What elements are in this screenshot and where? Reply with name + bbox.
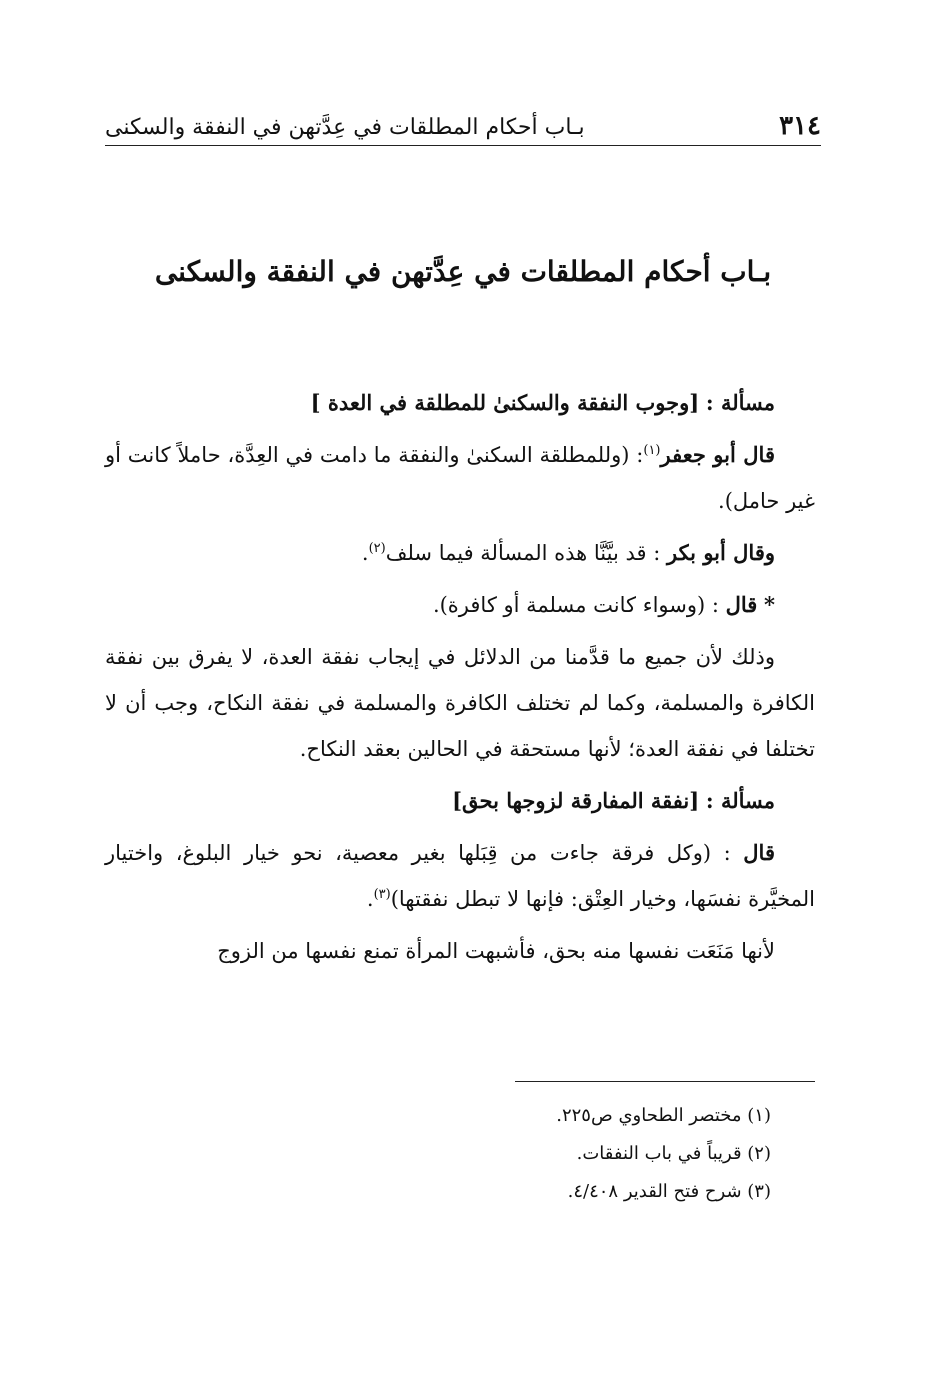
footnote-1: (١) مختصر الطحاوي ص٢٢٥. [556, 1105, 771, 1126]
speaker: قال أبو جعفر [660, 442, 775, 467]
issue-label: مسألة : [705, 788, 775, 813]
footnote-3: (٣) شرح فتح القدير ٤/٤٠٨. [567, 1181, 771, 1202]
footnote-2: (٢) قريباً في باب النفقات. [576, 1143, 771, 1164]
issue-title: [وجوب النفقة والسكنىٰ للمطلقة في العدة ] [310, 390, 700, 415]
paragraph-text: : (وللمطلقة السكنىٰ والنفقة ما دامت في العِدَّة، حاملاً كانت أو غير حامل). [105, 443, 815, 513]
paragraph-2 [105, 530, 815, 576]
star-marker: * [764, 592, 775, 617]
footnote-ref-3[interactable]: (٣) [373, 887, 391, 902]
running-header [105, 106, 821, 146]
paragraph-end: . [366, 887, 374, 911]
speaker: وقال أبو بكر [666, 540, 775, 565]
speaker: قال [743, 840, 775, 865]
paragraph-text: : (وسواء كانت مسلمة أو كافرة). [432, 593, 726, 617]
issue-label: مسألة : [705, 390, 775, 415]
paragraph-1 [105, 432, 815, 524]
chapter-title: بـاب أحكام المطلقات في عِدَّتهن في النفقة والسكنى [154, 255, 772, 288]
issue-heading-1 [105, 380, 815, 426]
issue-heading-2 [105, 778, 815, 824]
paragraph-text: : (وكل فرقة جاءت من قِبَلها بغير معصية، نحو خيار البلوغ، واختيار المخيَّرة نفسَها، وخيار العِتْق: فإنها لا تبطل نفقتها) [105, 841, 815, 911]
paragraph-end: . [361, 541, 369, 565]
paragraph-3 [105, 582, 815, 628]
paragraph-4: وذلك لأن جميع ما قدَّمنا من الدلائل في إيجاب نفقة العدة، لا يفرق بين نفقة الكافرة والمسلمة، وكما لم تختلف الكافرة والمسلمة في نفقة النكاح، وجب أن لا تختلفا في نفقة العدة؛ لأنها مستحقة في الحالين بعقد النكاح. [105, 645, 815, 761]
footnote-ref-1[interactable]: (١) [643, 443, 661, 458]
running-title: بـاب أحكام المطلقات في عِدَّتهن في النفقة والسكنى [105, 115, 585, 140]
footnotes [105, 1097, 771, 1211]
paragraph-6: لأنها مَنَعَت نفسها منه بحق، فأشبهت المرأة تمنع نفسها من الزوج [217, 939, 775, 963]
paragraph-5 [105, 830, 815, 922]
speaker: قال [725, 592, 758, 617]
footnote-separator [515, 1081, 815, 1082]
page-number: ٣١٤ [779, 111, 821, 141]
paragraph-text: : قد بيَّنَّا هذه المسألة فيما سلف [385, 541, 667, 565]
issue-title: [نفقة المفارقة لزوجها بحق] [452, 788, 700, 813]
main-text [105, 380, 815, 980]
footnote-ref-2[interactable]: (٢) [368, 541, 386, 556]
